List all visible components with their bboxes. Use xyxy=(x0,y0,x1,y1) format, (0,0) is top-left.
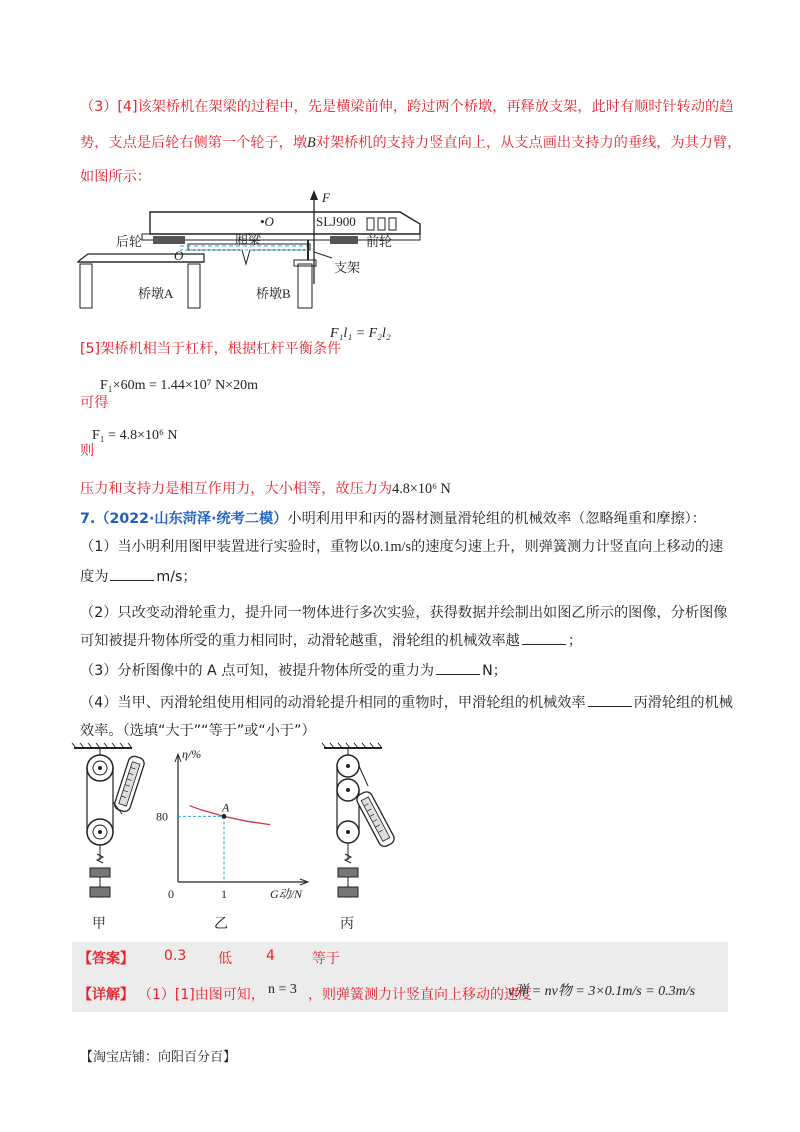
label-bing: 丙 xyxy=(340,917,354,932)
front-wheel-label: 前轮 xyxy=(366,234,393,249)
sol5-then-equation: F₁ = 4.8×10⁶ N xyxy=(92,428,178,443)
detail-bar xyxy=(72,972,728,1012)
point-a-marker xyxy=(222,814,227,819)
pivot-upper-label: •O xyxy=(260,214,274,229)
spring-scale-bing xyxy=(355,790,396,849)
q7-p1a: （1）当小明利用图甲装置进行实验时，重物以 xyxy=(80,539,373,555)
answer-3: 4 xyxy=(266,948,275,964)
window-1 xyxy=(367,218,374,230)
q7-source: （2022·山东菏泽·统考二模） xyxy=(95,511,288,527)
q7-p4a: （4）当甲、丙滑轮组使用相同的动滑轮提升相同的重物时，甲滑轮组的机械效率 xyxy=(80,695,586,711)
sol5-get-equation: F₁×60m = 1.44×10⁷ N×20m xyxy=(100,378,259,393)
q7-header xyxy=(80,508,706,528)
front-wheels xyxy=(330,236,358,244)
answer-label: 【答案】 xyxy=(78,951,134,967)
q7-part3 xyxy=(80,660,507,680)
y-axis-label: η/% xyxy=(182,747,202,761)
support-leader xyxy=(314,252,332,258)
detail-v-equation: v弹 = nv物 = 3×0.1m/s = 0.3m/s xyxy=(508,984,696,999)
pivot-lower-label: O xyxy=(174,248,184,263)
point-a-label: A xyxy=(222,800,230,815)
support-label: 支架 xyxy=(334,260,361,275)
girder xyxy=(188,244,310,264)
pier-b-cap xyxy=(294,260,316,266)
q7-part1-line1 xyxy=(80,536,723,556)
y-tick-80: 80 xyxy=(156,809,168,824)
machine-body xyxy=(150,212,420,234)
window-3 xyxy=(389,218,396,230)
detail-text: （1）[1]由图可知， xyxy=(138,987,265,1003)
sol3-line2a: 势，支点是后轮右侧第一个轮子，墩 xyxy=(80,135,308,151)
pulley-system-bing xyxy=(322,743,396,897)
answer-2: 低 xyxy=(218,951,232,967)
q7-p4-blank[interactable] xyxy=(588,694,632,707)
pier-a-deck xyxy=(78,254,204,262)
sol5-condition: F₁l₁ = F₂l₂ xyxy=(330,326,391,341)
q7-p1-unit: m/s； xyxy=(156,569,197,585)
q7-p1c: 度为 xyxy=(80,569,109,585)
rear-wheels xyxy=(153,236,185,244)
x-axis-label: G动/N xyxy=(270,887,303,901)
force-arrow-head xyxy=(310,190,318,200)
pier-a-label: 桥墩A xyxy=(138,286,174,301)
pier-a-right-column xyxy=(188,264,200,308)
label-yi: 乙 xyxy=(214,917,228,932)
q7-p3a: （3）分析图像中的 A 点可知，被提升物体所受的重力为 xyxy=(80,663,435,679)
q7-p3-blank[interactable] xyxy=(436,662,480,675)
sol3-line2 xyxy=(80,132,741,152)
q7-p3-unit: N； xyxy=(482,663,507,679)
window-2 xyxy=(378,218,385,230)
bridge-machine-figure xyxy=(70,188,450,316)
sol5-conclusion-text: 压力和支持力是相互作用力，大小相等，故压力为 xyxy=(80,481,393,497)
answer-bar xyxy=(72,942,728,972)
detail-label: 【详解】 xyxy=(78,987,134,1003)
weight-bing-top xyxy=(338,868,358,877)
model-label: SLJ900 xyxy=(316,214,356,229)
sol3-line2-b: B xyxy=(307,135,316,151)
q7-p2-blank[interactable] xyxy=(522,632,566,645)
pier-b-label: 桥墩B xyxy=(256,286,291,301)
pulley-figure xyxy=(70,742,410,940)
sol3-line3: 如图所示： xyxy=(80,169,151,185)
sol5-get-label: 可得 xyxy=(80,395,109,411)
q7-p4b: 丙滑轮组的机械 xyxy=(633,695,733,711)
q7-p2-end: ； xyxy=(567,633,583,649)
sol5-intro: [5]架桥机相当于杠杆，根据杠杆平衡条件 xyxy=(80,341,342,357)
answer-1: 0.3 xyxy=(164,948,187,964)
detail-text2: ，则弹簧测力计竖直向上移动的速度 xyxy=(308,987,532,1003)
force-label: F xyxy=(322,190,330,205)
q7-part4-line2: 效率。（选填“大于”“等于”或“小于”） xyxy=(80,723,316,739)
weight-jia-bottom xyxy=(90,887,110,897)
q7-number: 7. xyxy=(80,511,96,527)
sol3-line2c: 对架桥机的支持力竖直向上，从支点画出支持力的垂线，为其力臂， xyxy=(315,135,742,151)
q7-p1-blank[interactable] xyxy=(110,568,154,581)
x-tick-1: 1 xyxy=(221,887,227,901)
efficiency-curve xyxy=(190,806,271,825)
efficiency-graph xyxy=(156,747,308,901)
spring-scale-jia xyxy=(113,755,146,813)
rear-wheel-label: 后轮 xyxy=(116,234,143,249)
q7-p1b: 的速度匀速上升，则弹簧测力计竖直向上移动的速 xyxy=(411,539,724,555)
sol5-conclusion xyxy=(80,478,451,498)
q7-p1-speed: 0.1m/s xyxy=(372,539,412,555)
pulley-system-jia xyxy=(72,743,146,897)
sol3-line1: （3）[4]该架桥机在架梁的过程中，先是横梁前伸，跨过两个桥墩，再释放支架，此时有顺时针转动的趋 xyxy=(80,99,734,115)
sol5-intro-line xyxy=(80,338,341,358)
beam-label: 厢梁 xyxy=(235,232,262,247)
answer-4: 等于 xyxy=(312,951,340,967)
pier-b-column xyxy=(298,264,312,308)
sol5-conclusion-value: 4.8×10⁶ N xyxy=(392,481,451,497)
weight-jia-top xyxy=(90,868,110,877)
q7-p2b: 可知被提升物体所受的重力相同时，动滑轮越重，滑轮组的机械效率越 xyxy=(80,633,520,649)
label-jia: 甲 xyxy=(92,917,106,932)
q7-part2-line1: （2）只改变动滑轮重力，提升同一物体进行多次实验，获得数据并绘制出如图乙所示的图像，分析图像 xyxy=(80,605,728,621)
pier-a-left-column xyxy=(80,264,92,308)
detail-n-eq: n = 3 xyxy=(268,982,297,997)
q7-part4-line1 xyxy=(80,692,733,712)
weight-bing-bottom xyxy=(338,887,358,897)
q7-stem: 小明利用甲和丙的器材测量滑轮组的机械效率（忽略绳重和摩擦）： xyxy=(287,511,706,527)
footer-shop: 【淘宝店铺：向阳百分百】 xyxy=(80,1050,237,1065)
origin-label: 0 xyxy=(168,887,174,901)
q7-part1-line2 xyxy=(80,566,197,586)
q7-part2-line2 xyxy=(80,630,582,650)
sol5-then-label: 则 xyxy=(80,443,95,459)
